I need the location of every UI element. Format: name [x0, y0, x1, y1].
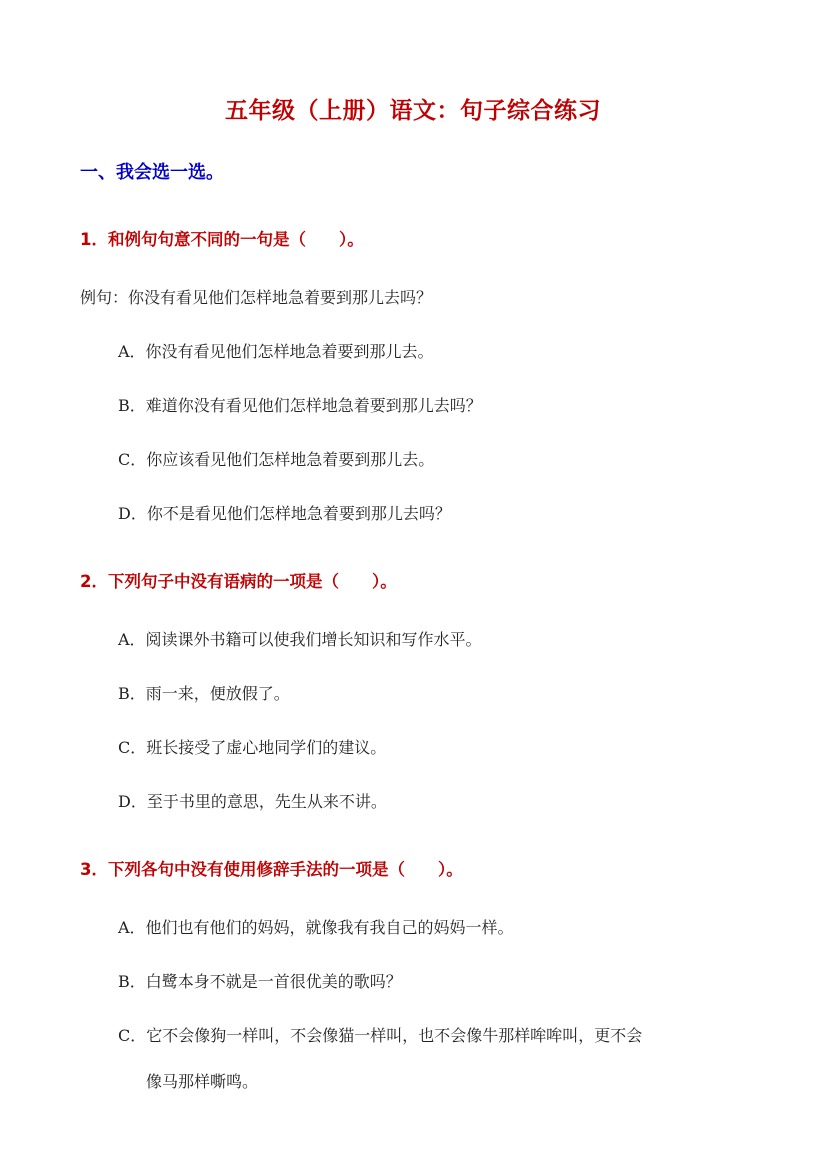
question-3-option-c-continued: 像马那样嘶鸣。 — [146, 1072, 259, 1091]
question-2-option-d: D．至于书里的意思，先生从来不讲。 — [118, 792, 387, 811]
question-1-heading: 1．和例句句意不同的一句是（ ）。 — [80, 230, 364, 249]
question-1-option-b: B．难道你没有看见他们怎样地急着要到那儿去吗？ — [118, 396, 482, 415]
question-3-option-b: B．白鹭本身不就是一首很优美的歌吗？ — [118, 972, 402, 991]
question-2-heading: 2．下列句子中没有语病的一项是（ ）。 — [80, 572, 397, 591]
question-2-option-a: A．阅读课外书籍可以使我们增长知识和写作水平。 — [118, 630, 482, 649]
question-3-option-a: A．他们也有他们的妈妈，就像我有我自己的妈妈一样。 — [118, 918, 514, 937]
question-1-option-a: A．你没有看见他们怎样地急着要到那儿去。 — [118, 342, 434, 361]
question-2-option-c: C．班长接受了虚心地同学们的建议。 — [118, 738, 387, 757]
document-title: 五年级（上册）语文：句子综合练习 — [225, 98, 601, 124]
question-1-example: 例句：你没有看见他们怎样地急着要到那儿去吗？ — [80, 288, 433, 307]
question-1-option-d: D．你不是看见他们怎样地急着要到那儿去吗？ — [118, 504, 451, 523]
question-1-option-c: C．你应该看见他们怎样地急着要到那儿去。 — [118, 450, 435, 469]
question-3-heading: 3．下列各句中没有使用修辞手法的一项是（ ）。 — [80, 860, 463, 879]
question-3-option-c: C．它不会像狗一样叫，不会像猫一样叫，也不会像牛那样哞哞叫，更不会 — [118, 1026, 643, 1045]
question-2-option-b: B．雨一来，便放假了。 — [118, 684, 290, 703]
section-heading: 一、我会选一选。 — [80, 162, 224, 183]
